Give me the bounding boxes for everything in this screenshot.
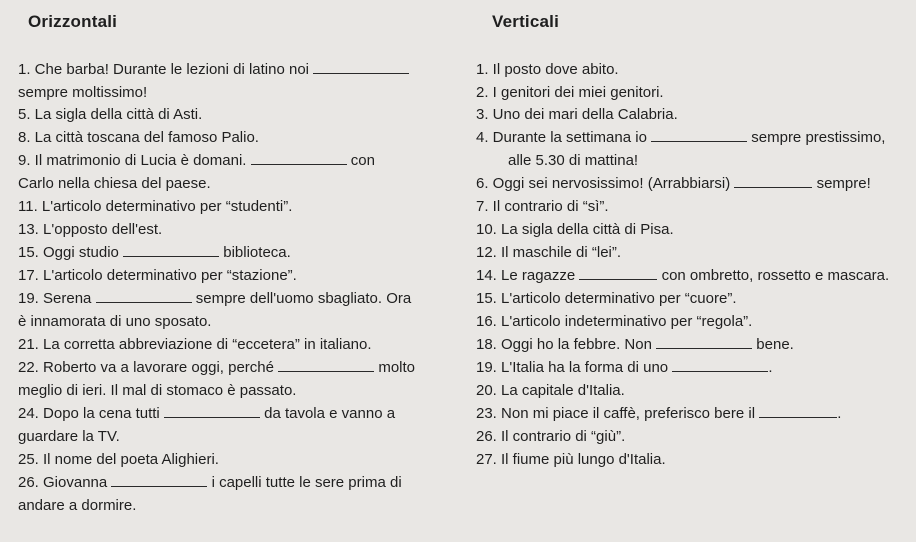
down-clue-4: 4. Durante la settimana io sempre prestissimo,	[476, 129, 886, 146]
down-clue-1: 1. Il posto dove abito.	[476, 61, 619, 78]
down-heading: Verticali	[492, 12, 560, 31]
across-clue-26: 26. Giovanna i capelli tutte le sere prima di	[18, 474, 402, 491]
answer-blank	[251, 152, 347, 165]
answer-blank	[651, 129, 747, 142]
across-clue-26-cont: andare a dormire.	[18, 497, 137, 514]
down-clue-15: 15. L'articolo determinativo per “cuore”.	[476, 290, 737, 307]
down-clue-2: 2. I genitori dei miei genitori.	[476, 84, 664, 101]
answer-blank	[734, 175, 812, 188]
across-clue-24: 24. Dopo la cena tutti da tavola e vanno a	[18, 405, 396, 422]
across-clue-19: 19. Serena sempre dell'uomo sbagliato. Ora	[18, 290, 412, 307]
down-clue-3: 3. Uno dei mari della Calabria.	[476, 106, 678, 123]
down-clue-10: 10. La sigla della città di Pisa.	[476, 221, 674, 238]
down-clue-4-cont: alle 5.30 di mattina!	[508, 152, 639, 169]
across-clue-1: 1. Che barba! Durante le lezioni di latino noi	[18, 61, 409, 79]
down-clue-20: 20. La capitale d'Italia.	[476, 382, 625, 399]
across-clue-5: 5. La sigla della città di Asti.	[18, 106, 203, 123]
down-clue-14: 14. Le ragazze con ombretto, rossetto e mascara.	[476, 267, 890, 284]
across-heading: Orizzontali	[28, 12, 118, 31]
answer-blank	[123, 244, 219, 257]
down-clue-7: 7. Il contrario di “sì”.	[476, 198, 609, 215]
across-clue-25: 25. Il nome del poeta Alighieri.	[18, 451, 219, 468]
across-clue-24-cont: guardare la TV.	[18, 428, 120, 445]
across-clue-11: 11. L'articolo determinativo per “studenti”.	[18, 198, 293, 215]
across-clue-15: 15. Oggi studio biblioteca.	[18, 244, 291, 261]
across-clue-21: 21. La corretta abbreviazione di “eccetera” in italiano.	[18, 336, 372, 353]
down-clue-18: 18. Oggi ho la febbre. Non bene.	[476, 336, 794, 353]
down-clue-23: 23. Non mi piace il caffè, preferisco bere il .	[476, 405, 842, 422]
across-clue-17: 17. L'articolo determinativo per “stazione”.	[18, 267, 297, 284]
down-clue-26: 26. Il contrario di “giù”.	[476, 428, 626, 445]
across-clue-9: 9. Il matrimonio di Lucia è domani. con	[18, 152, 375, 169]
answer-blank	[96, 290, 192, 303]
across-clue-8: 8. La città toscana del famoso Palio.	[18, 129, 259, 146]
answer-blank	[111, 474, 207, 487]
down-clue-12: 12. Il maschile di “lei”.	[476, 244, 622, 261]
down-clue-27: 27. Il fiume più lungo d'Italia.	[476, 451, 666, 468]
across-clue-22-cont: meglio di ieri. Il mal di stomaco è passato.	[18, 382, 297, 399]
answer-blank	[579, 267, 657, 280]
across-clue-22: 22. Roberto va a lavorare oggi, perché molto	[18, 359, 416, 376]
down-clue-19: 19. L'Italia ha la forma di uno .	[476, 359, 773, 376]
answer-blank	[313, 61, 409, 74]
across-clue-19-cont: è innamorata di uno sposato.	[18, 313, 212, 330]
down-clue-6: 6. Oggi sei nervosissimo! (Arrabbiarsi) sempre!	[476, 175, 871, 192]
answer-blank	[278, 359, 374, 372]
answer-blank	[656, 336, 752, 349]
down-clue-16: 16. L'articolo indeterminativo per “regola”.	[476, 313, 753, 330]
across-clue-9-cont: Carlo nella chiesa del paese.	[18, 175, 211, 192]
answer-blank	[759, 405, 837, 418]
across-clue-13: 13. L'opposto dell'est.	[18, 221, 163, 238]
answer-blank	[164, 405, 260, 418]
across-clue-1-cont: sempre moltissimo!	[18, 84, 148, 101]
answer-blank	[672, 359, 768, 372]
